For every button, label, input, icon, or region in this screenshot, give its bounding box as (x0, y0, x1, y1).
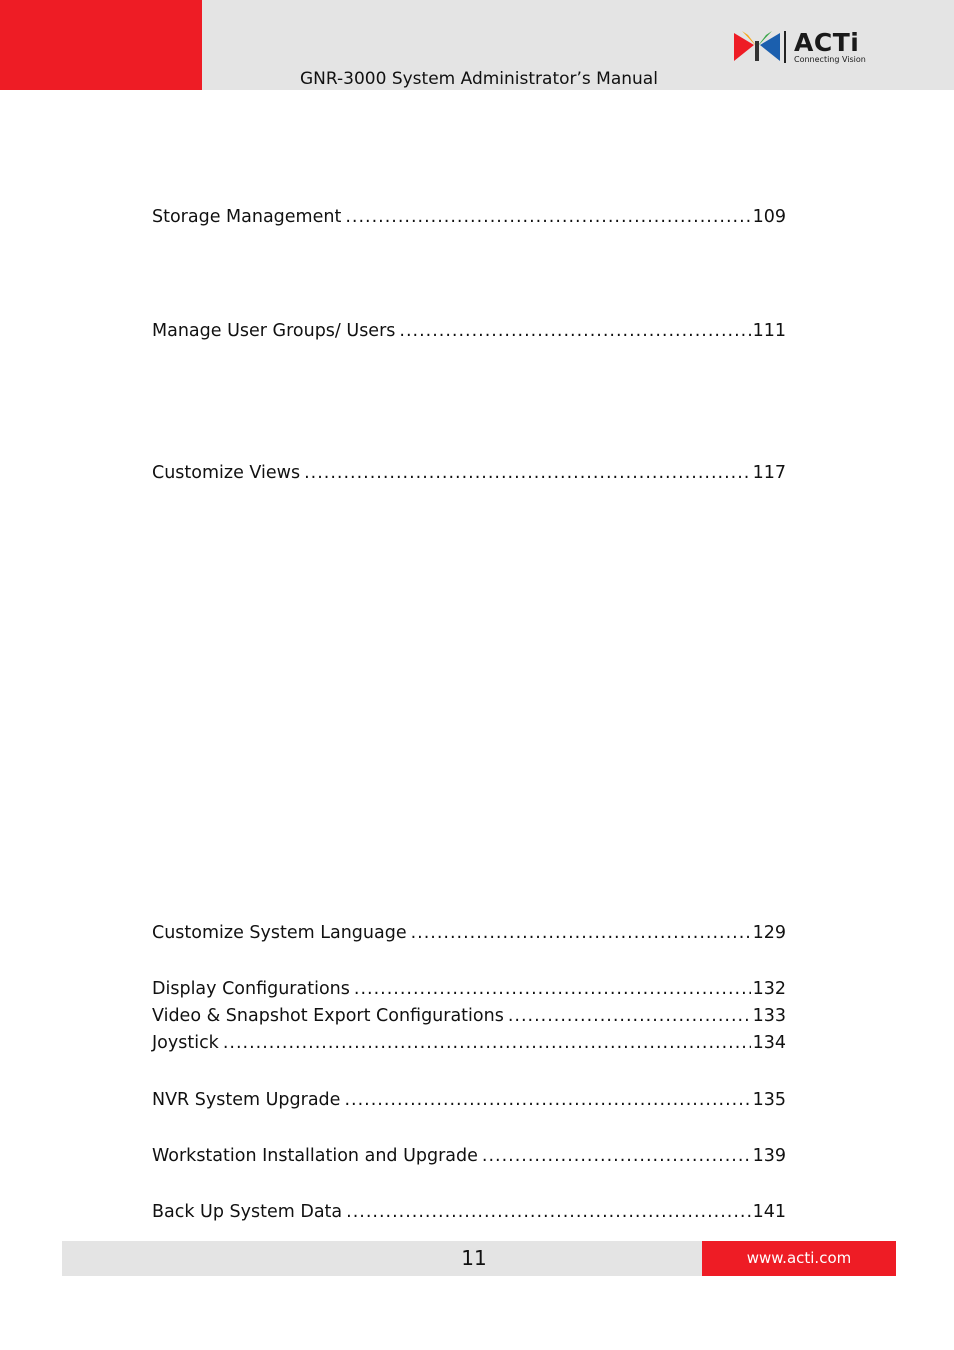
toc-leader-dots (346, 1200, 750, 1224)
logo-tagline: Connecting Vision (794, 55, 866, 64)
toc-entry-customize-views[interactable] (152, 461, 786, 485)
toc-entry-label: Workstation Installation and Upgrade (152, 1146, 478, 1166)
toc-entry-page: 129 (752, 923, 786, 943)
toc-leader-dots (223, 1031, 751, 1055)
toc-entry-label: Customize System Language (152, 923, 407, 943)
toc-entry-back-up-system-data[interactable] (152, 1200, 786, 1224)
toc-entry-page: 132 (752, 979, 786, 999)
toc-entry-label: Customize Views (152, 463, 301, 483)
toc-entry-page: 109 (752, 207, 786, 227)
toc-leader-dots (411, 921, 751, 945)
acti-butterfly-icon (734, 31, 780, 65)
logo-text: ACTi (794, 28, 860, 57)
toc-entry-workstation-installation[interactable] (152, 1144, 786, 1168)
footer-url-link[interactable]: www.acti.com (746, 1249, 852, 1267)
toc-entry-label: Manage User Groups/ Users (152, 321, 396, 341)
logo-separator (784, 31, 786, 63)
toc-entry-page: 117 (752, 463, 786, 483)
toc-leader-dots (354, 977, 751, 1001)
toc-leader-dots (508, 1004, 751, 1028)
toc-entry-label: NVR System Upgrade (152, 1090, 341, 1110)
toc-entry-page: 111 (752, 321, 786, 341)
toc-entry-label: Back Up System Data (152, 1202, 343, 1222)
toc-entry-page: 135 (752, 1090, 786, 1110)
acti-logo (734, 29, 869, 67)
toc-entry-display-configurations[interactable] (152, 977, 786, 1001)
toc-entry-page: 133 (752, 1006, 786, 1026)
toc-entry-video-snapshot-export[interactable] (152, 1004, 786, 1028)
toc-entry-label: Display Configurations (152, 979, 350, 999)
toc-entry-page: 141 (752, 1202, 786, 1222)
toc-leader-dots (304, 461, 751, 485)
toc-entry-page: 134 (752, 1033, 786, 1053)
toc-entry-customize-system-language[interactable] (152, 921, 786, 945)
toc-entry-manage-user-groups[interactable] (152, 319, 786, 343)
toc-entry-joystick[interactable] (152, 1031, 786, 1055)
toc-leader-dots (345, 205, 750, 229)
toc-entry-label: Joystick (152, 1033, 219, 1053)
toc-entry-page: 139 (752, 1146, 786, 1166)
toc-leader-dots (482, 1144, 751, 1168)
toc-entry-nvr-system-upgrade[interactable] (152, 1088, 786, 1112)
toc-leader-dots (399, 319, 750, 343)
page-number: 11 (461, 1246, 487, 1270)
toc-entry-label: Video & Snapshot Export Configurations (152, 1006, 504, 1026)
header-red-block (0, 0, 202, 90)
toc-leader-dots (344, 1088, 750, 1112)
toc-entry-storage-management[interactable] (152, 205, 786, 229)
toc-entry-label: Storage Management (152, 207, 342, 227)
manual-title: GNR-3000 System Administrator’s Manual (300, 69, 658, 89)
